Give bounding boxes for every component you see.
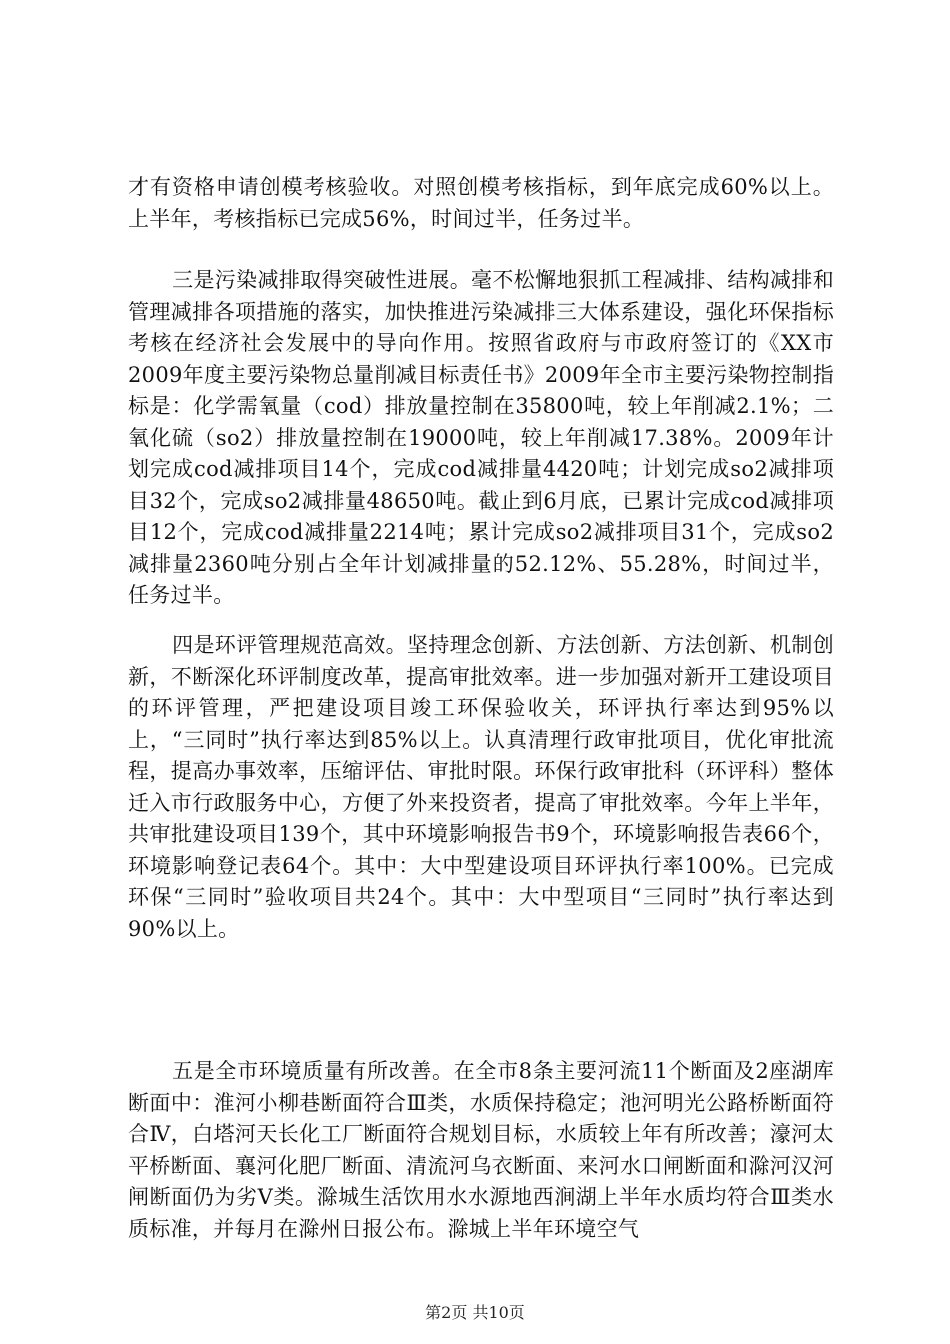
paragraph-environment-quality: 五是全市环境质量有所改善。在全市8条主要河流11个断面及2座湖库断面中：淮河小柳巷断面符合Ⅲ类，水质保持稳定；池河明光公路桥断面符合Ⅳ，白塔河天长化工厂断面符合规划目标，水质较上年有所改善；濠河太平桥断面、襄河化肥厂断面、清流河乌衣断面、来河水口闸断面和滁河汉河闸断面仍为劣Ⅴ类。滁城生活饮用水水源地西涧湖上半年水质均符合Ⅲ类水质标准，并每月在滁州日报公布。滁城上半年环境空气 — [128, 1059, 834, 1241]
paragraph-continuation: 才有资格申请创模考核验收。对照创模考核指标，到年底完成60%以上。上半年，考核指标已完成56%，时间过半，任务过半。 — [128, 175, 834, 231]
page-number-footer: 第2页 共10页 — [425, 1303, 525, 1322]
paragraph-pollution-reduction: 三是污染减排取得突破性进展。毫不松懈地狠抓工程减排、结构减排和管理减排各项措施的落实，加快推进污染减排三大体系建设，强化环保指标考核在经济社会发展中的导向作用。按照省政府与市政府签订的《XX市2009年度主要污染物总量削减目标责任书》2009年全市主要污染物控制指标是：化学需氧量（cod）排放量控制在35800吨，较上年削减2.1%；二氧化硫（so2）排放量控制在19000吨，较上年削减17.38%。2009年计划完成cod减排项目14个，完成cod减排量4420吨；计划完成so2减排项目32个，完成so2减排量48650吨。截止到6月底，已累计完成cod减排项目12个，完成cod减排量2214吨；累计完成so2减排项目31个，完成so2减排量2360吨分别占全年计划减排量的52.12%、55.28%，时间过半，任务过半。 — [128, 268, 834, 607]
paragraph-eia-management: 四是环评管理规范高效。坚持理念创新、方法创新、方法创新、机制创新，不断深化环评制度改革，提高审批效率。进一步加强对新开工建设项目的环评管理，严把建设项目竣工环保验收关，环评执行率达到95%以上，“三同时”执行率达到85%以上。认真清理行政审批项目，优化审批流程，提高办事效率，压缩评估、审批时限。环保行政审批科（环评科）整体迁入市行政服务中心，方便了外来投资者，提高了审批效率。今年上半年，共审批建设项目139个，其中环境影响报告书9个，环境影响报告表66个，环境影响登记表64个。其中：大中型建设项目环评执行率100%。已完成环保“三同时”验收项目共24个。其中：大中型项目“三同时”执行率达到90%以上。 — [128, 633, 834, 941]
